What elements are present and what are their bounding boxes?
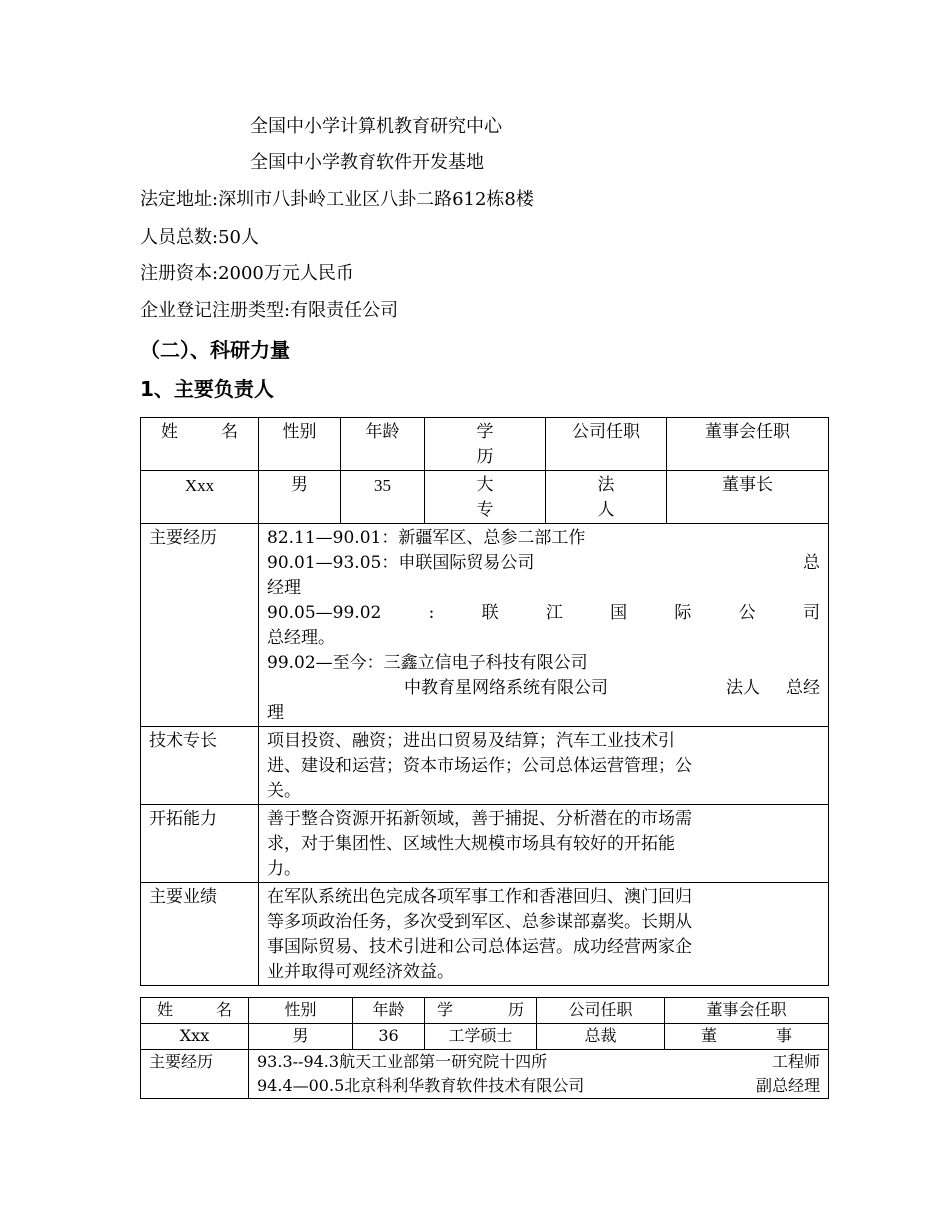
leader-table-2: [140, 997, 829, 1099]
cell-education: 工学硕士: [425, 1024, 537, 1050]
header-board-role: 董事会任职: [665, 998, 829, 1024]
field-value: 2000万元人民币: [218, 263, 354, 284]
table-row: [141, 471, 829, 524]
table-row-achievements: [141, 883, 829, 986]
subsection-title: 1、主要负责人: [140, 377, 274, 401]
header-company-role: 公司任职: [546, 418, 667, 471]
cell-experience: 82.11—90.01：新疆军区、总参二部工作 90.01—93.05：申联国际贸易公司 总 经理 90.05—99.02 : 联 江 国 际 公 司 总经理。 99.02—至今：三鑫立信电子科技有限公司 中教育星网络系统有限公司 法人 总经 理: [259, 524, 829, 727]
cell-board-role: 董 事: [665, 1024, 829, 1050]
table-row-experience: [141, 1050, 829, 1099]
field-type: [140, 300, 398, 322]
label-skills: 技术专长: [141, 727, 259, 805]
field-label: 企业登记注册类型:: [140, 300, 291, 321]
field-label: 人员总数:: [140, 227, 219, 248]
cell-name: Xxx: [141, 1024, 249, 1050]
label-experience: 主要经历: [141, 524, 259, 727]
header-gender: 性别: [249, 998, 353, 1024]
header-age: 年龄: [353, 998, 425, 1024]
field-label: 法定地址:: [140, 189, 219, 210]
header-name: 姓 名: [141, 998, 249, 1024]
table-row-skills: [141, 727, 829, 805]
field-address: [140, 189, 534, 211]
leader-table-1: [140, 417, 829, 986]
org-name-2: 全国中小学教育软件开发基地: [250, 152, 484, 173]
cell-education: 大专: [425, 471, 546, 524]
header-board-role: 董事会任职: [667, 418, 829, 471]
cell-gender: 男: [259, 471, 341, 524]
header-education: 学 历: [425, 998, 537, 1024]
cell-ability: 善于整合资源开拓新领域，善于捕捉、分析潜在的市场需 求，对于集团性、区域性大规模市场具有较好的开拓能 力。: [259, 805, 829, 883]
header-name: 姓 名: [141, 418, 259, 471]
field-value: 深圳市八卦岭工业区八卦二路612栋8楼: [218, 189, 534, 210]
cell-age: 35: [341, 471, 425, 524]
table-row: [141, 1024, 829, 1050]
label-ability: 开拓能力: [141, 805, 259, 883]
cell-gender: 男: [249, 1024, 353, 1050]
cell-age: 36: [353, 1024, 425, 1050]
cell-experience: 93.3--94.3航天工业部第一研究院十四所 工程师 94.4—00.5北京科利华教育软件技术有限公司 副总经理: [249, 1050, 829, 1099]
cell-board-role: 董事长: [667, 471, 829, 524]
cell-name: Xxx: [141, 471, 259, 524]
cell-company-role: 法人: [546, 471, 667, 524]
cell-achievements: 在军队系统出色完成各项军事工作和香港回归、澳门回归 等多项政治任务，多次受到军区、总参谋部嘉奖。长期从 事国际贸易、技术引进和公司总体运营。成功经营两家企 业并取得可观经济效益。: [259, 883, 829, 986]
table-row-experience: [141, 524, 829, 727]
header-age: 年龄: [341, 418, 425, 471]
table-row-ability: [141, 805, 829, 883]
field-value: 50人: [218, 227, 259, 248]
field-value: 有限责任公司: [290, 300, 399, 321]
label-experience: 主要经历: [141, 1050, 249, 1099]
label-achievements: 主要业绩: [141, 883, 259, 986]
field-capital: [140, 263, 354, 285]
cell-company-role: 总裁: [537, 1024, 665, 1050]
header-gender: 性别: [259, 418, 341, 471]
field-label: 注册资本:: [140, 263, 219, 284]
table-header-row: [141, 998, 829, 1024]
table-header-row: [141, 418, 829, 471]
field-staff: [140, 227, 259, 249]
cell-skills: 项目投资、融资；进出口贸易及结算；汽车工业技术引 进、建设和运营；资本市场运作；公司总体运营管理；公 关。: [259, 727, 829, 805]
header-company-role: 公司任职: [537, 998, 665, 1024]
header-education: 学历: [425, 418, 546, 471]
section-title: （二）、科研力量: [140, 338, 290, 362]
org-name-1: 全国中小学计算机教育研究中心: [250, 116, 502, 137]
